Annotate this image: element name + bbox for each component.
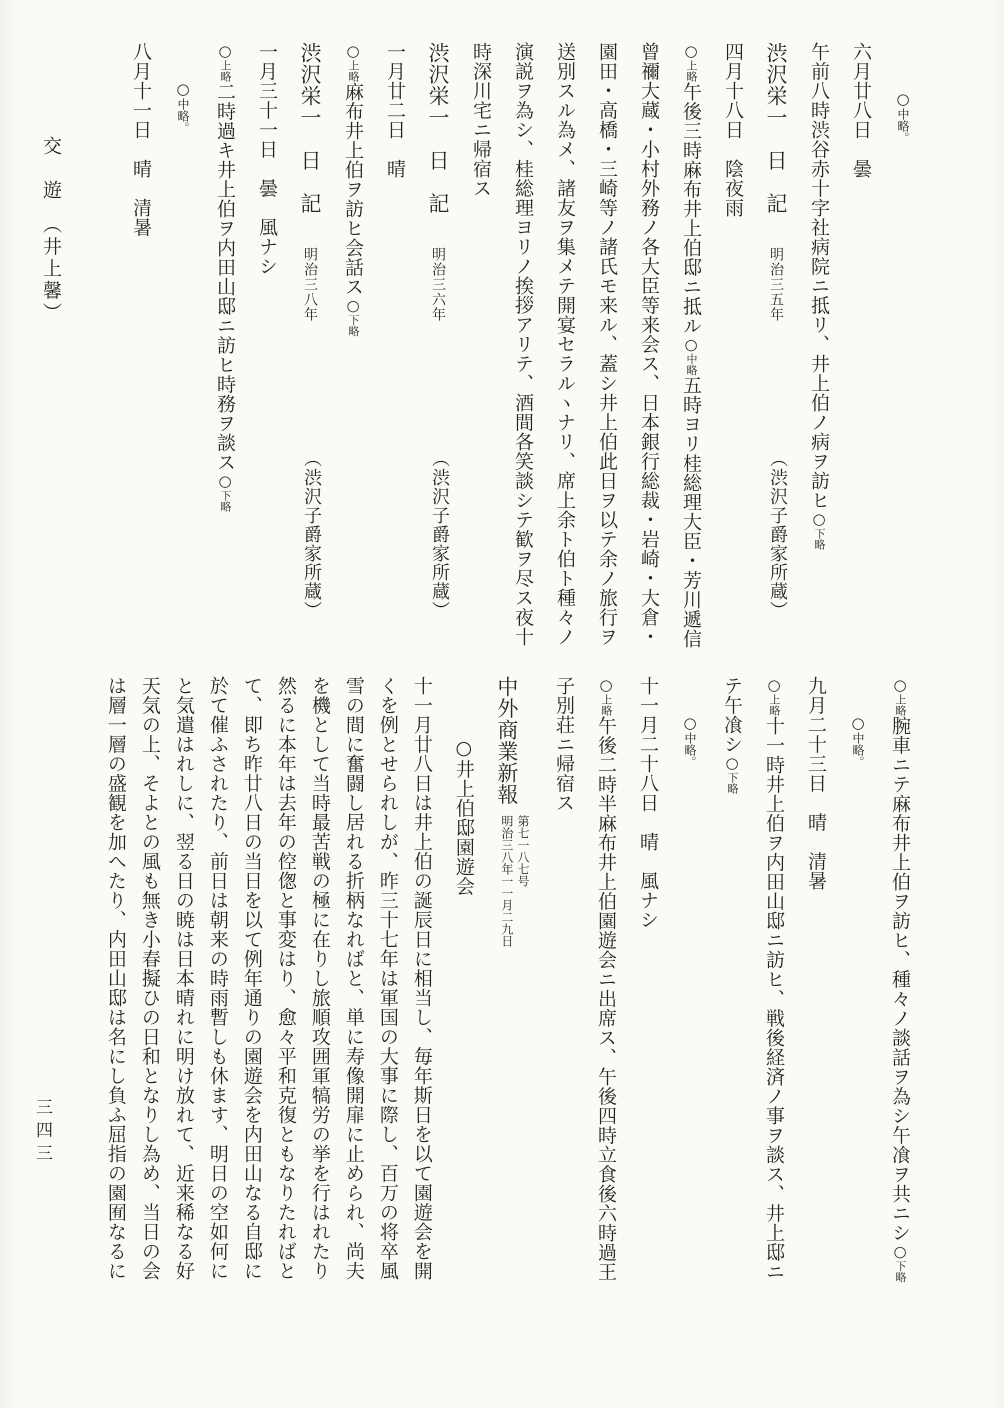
date-column <box>131 42 150 620</box>
text-run: ○井上伯邸園遊会 <box>452 736 475 896</box>
note-column <box>893 42 912 620</box>
body-column <box>471 42 490 620</box>
year-annotation: 明治三五年 <box>768 232 784 322</box>
omission-note: 上略 <box>768 694 781 716</box>
text-run: 雪の間に奮闘し居れる折柄なればと、単に寿像開扉に止められ、尚夫 <box>342 676 365 1281</box>
text-run: 十一時井上伯ヲ内田山邸ニ訪ヒ、戦後経済ノ事ヲ談ス、井上邸ニ <box>763 716 785 1282</box>
issue-note-line: 明治三八年一一月二九日 <box>499 815 514 947</box>
text-run: 六月廿八日 曇 <box>850 42 872 179</box>
date-column <box>851 42 870 620</box>
text-run: 十一月廿八日は井上伯の誕辰日に相当し、毎年斯日を以て園遊会を開 <box>410 676 433 1281</box>
omission-note: 中略。 <box>683 732 697 768</box>
omission-note: 上略 <box>685 60 698 82</box>
issue-note-line: 第七一八七号 <box>516 815 530 887</box>
running-header: 交 遊 （井上馨） <box>40 136 62 325</box>
text-run: 麻布井上伯ヲ訪ヒ会話ス <box>342 82 364 297</box>
date-column <box>723 42 742 620</box>
year-annotation: 明治三六年 <box>430 232 446 322</box>
text-run: と気遣はれしに、翌る日の暁は日本晴れに明け放れて、近来稀なる好 <box>172 676 195 1281</box>
omission-note: 中略。 <box>896 107 910 144</box>
body-column <box>106 676 125 1292</box>
text-run: 中外商業新報 <box>494 676 519 805</box>
title-column <box>765 42 786 620</box>
text-run: くを例とせられしが、昨三十七年は軍国の大事に際し、百万の将卒風 <box>376 676 399 1281</box>
omission-circle-icon: ○ <box>810 510 828 528</box>
body-column <box>242 676 261 1292</box>
body-column <box>890 676 909 1292</box>
omission-note: 上略 <box>894 694 907 716</box>
date-column <box>385 42 404 620</box>
page-number: 三四三 <box>32 1098 52 1167</box>
text-run: は層一層の盛観を加へたり、内田山邸は名にし負ふ屈指の園囿なるに <box>104 676 127 1281</box>
body-column <box>174 676 193 1292</box>
body-column <box>512 42 534 647</box>
omission-note: 下略 <box>219 490 232 512</box>
body-column <box>638 42 660 647</box>
title-column <box>496 676 531 1292</box>
body-column <box>596 42 618 647</box>
text-run: 然るに本年は去年の倥偬と事変はり、愈々平和克復ともなりたればと <box>274 676 297 1281</box>
date-column <box>257 42 276 620</box>
omission-note: 上略 <box>219 60 232 82</box>
omission-circle-icon: ○ <box>344 296 362 315</box>
text-run: 一月廿二日 晴 <box>384 42 406 179</box>
omission-circle-icon: ○ <box>597 676 615 694</box>
bottom-text-register <box>91 676 909 1292</box>
omission-note: 上略 <box>347 60 360 82</box>
omission-circle-icon: ○ <box>723 754 741 772</box>
body-column <box>378 676 397 1292</box>
text-run: を機として当時最苦戦の極に在りし旅順攻囲軍犒労の挙を行はれたり <box>308 676 331 1281</box>
text-run: 四月十八日 陰夜雨 <box>722 42 744 218</box>
text-run: 二時過キ井上伯ヲ内田山邸ニ訪ヒ時務ヲ談ス <box>214 82 236 472</box>
omission-note: 中略。 <box>176 98 190 134</box>
text-run: 腕車ニテ麻布井上伯ヲ訪ヒ、種々ノ談話ヲ為シ午飡ヲ共ニシ <box>889 716 911 1243</box>
omission-circle-icon: ○ <box>891 676 909 694</box>
body-column <box>596 676 615 1292</box>
text-run: 演説ヲ為シ、桂総理ヨリノ挨拶アリテ、酒間各笑談シテ歓ヲ尽ス夜十 <box>512 42 534 647</box>
omission-circle-icon: ○ <box>216 42 234 60</box>
body-column <box>554 676 573 1292</box>
omission-circle-icon: ○ <box>682 42 700 60</box>
text-run: 午後二時半麻布井上伯園遊会ニ出席ス、午後四時立食後六時過王 <box>595 716 617 1282</box>
text-run: 渋沢栄一 日 記 <box>764 42 788 214</box>
body-column <box>140 676 159 1292</box>
omission-note: 中略 <box>685 353 698 376</box>
body-column <box>310 676 329 1292</box>
title-column <box>427 42 448 620</box>
omission-circle-icon: ○ <box>174 80 192 98</box>
year-annotation: 明治三八年 <box>302 232 318 322</box>
omission-note: 中略。 <box>851 732 865 768</box>
source-attribution: （渋沢子爵家所蔵） <box>429 449 450 620</box>
body-column <box>215 42 234 620</box>
date-column <box>806 676 825 1292</box>
omission-circle-icon: ○ <box>894 89 912 108</box>
body-column <box>764 676 783 1292</box>
text-run: て、即ち昨廿八日の当日を以て例年通りの園遊会を内田山なる自邸に <box>240 676 263 1281</box>
omission-note: 下略 <box>347 314 360 337</box>
text-run: 曾禰大蔵・小村外務ノ各大臣等来会ス、日本銀行総裁・岩崎・大倉・ <box>638 42 660 647</box>
text-run: 十一月二十八日 晴 風ナシ <box>637 676 659 930</box>
text-run: 天気の上、そよとの風も無き小春擬ひの日和となりし為め、当日の会 <box>138 676 161 1281</box>
omission-note: 下略 <box>813 528 826 550</box>
date-column <box>638 676 657 1292</box>
body-column <box>809 42 828 620</box>
body-column <box>554 42 576 647</box>
text-run: 時深川宅ニ帰宿ス <box>470 42 492 198</box>
omission-circle-icon: ○ <box>765 676 783 694</box>
omission-note: 下略 <box>726 772 739 794</box>
body-column <box>343 42 362 620</box>
issue-and-date-note <box>499 815 531 947</box>
omission-note: 下略 <box>894 1260 907 1283</box>
note-column <box>680 676 699 1292</box>
text-run: 午後三時麻布井上伯邸ニ抵ル <box>680 82 702 336</box>
omission-circle-icon: ○ <box>216 472 234 490</box>
body-column <box>344 676 363 1292</box>
text-run: 渋沢栄一 日 記 <box>426 42 450 214</box>
omission-note: 上略 <box>600 694 613 716</box>
text-run: 子別荘ニ帰宿ス <box>553 676 575 813</box>
text-run: 午前八時渋谷赤十字社病院ニ抵リ、井上伯ノ病ヲ訪ヒ <box>808 42 830 510</box>
source-attribution: （渋沢子爵家所蔵） <box>767 449 788 620</box>
text-run: テ午飡シ <box>721 676 743 754</box>
top-text-register <box>108 42 912 649</box>
text-run: 五時ヨリ桂総理大臣・芳川遞信 <box>680 375 702 649</box>
title-column <box>299 42 320 620</box>
body-column <box>722 676 741 1292</box>
text-run: 一月三十一日 曇 風ナシ <box>256 42 278 276</box>
note-column <box>848 676 867 1292</box>
heading-column <box>454 676 473 1292</box>
text-run: 園田・高橋・三崎等ノ諸氏モ来ル、蓋シ井上伯此日ヲ以テ余ノ旅行ヲ <box>596 42 618 647</box>
body-column <box>208 676 227 1292</box>
omission-circle-icon: ○ <box>681 714 699 732</box>
body-column <box>680 42 702 649</box>
note-column <box>173 42 192 620</box>
omission-circle-icon: ○ <box>891 1242 909 1261</box>
text-run: 九月二十三日 晴 清暑 <box>805 676 827 891</box>
omission-circle-icon: ○ <box>344 42 362 60</box>
text-run: 於て催ふされたり、前日は朝来の時雨暫しも休ます、明日の空如何に <box>206 676 229 1281</box>
body-column <box>276 676 295 1292</box>
text-run: 送別スル為メ、諸友ヲ集メテ開宴セラルヽナリ、席上余ト伯ト種々ノ <box>554 42 576 647</box>
body-column <box>412 676 431 1292</box>
omission-circle-icon: ○ <box>849 714 867 732</box>
source-attribution: （渋沢子爵家所蔵） <box>301 449 322 620</box>
text-run: 八月十一日 晴 清暑 <box>130 42 152 237</box>
text-run: 渋沢栄一 日 記 <box>298 42 322 214</box>
omission-circle-icon: ○ <box>682 335 700 354</box>
